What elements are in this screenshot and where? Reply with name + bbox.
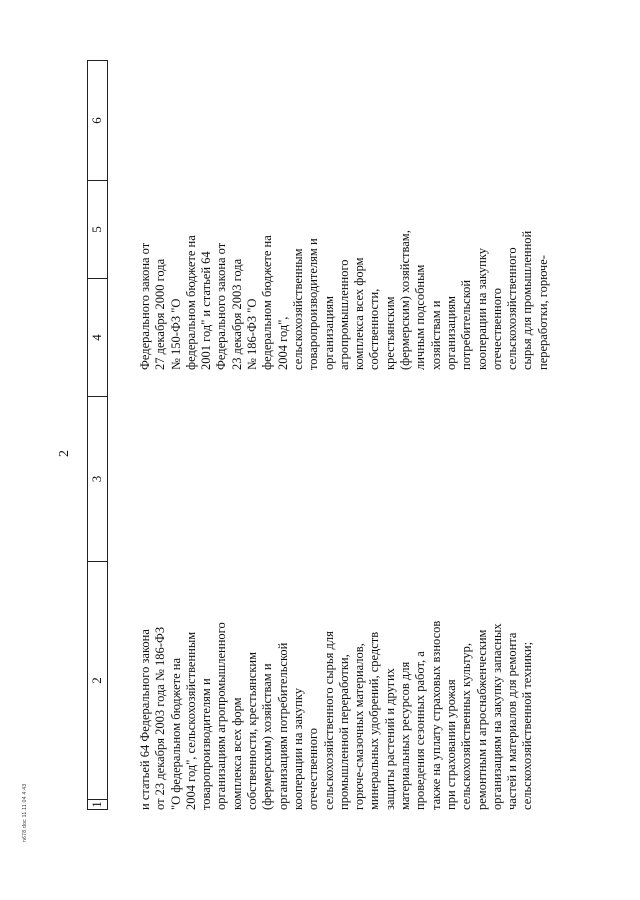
table-header-cell: 1 — [88, 799, 107, 809]
table-header-row — [87, 60, 108, 810]
text-line: № 186-ФЗ "О — [245, 298, 260, 370]
text-line: № 150-ФЗ "О — [168, 298, 183, 370]
text-line: сельскохозяйственных культур, — [459, 642, 474, 810]
text-line: сырья для промышленной — [520, 230, 535, 370]
text-line: минеральных удобрений, средств — [367, 631, 382, 810]
text-line: 2001 год" и статьей 64 — [199, 251, 214, 370]
text-line: товаропроизводителям и — [306, 238, 321, 370]
text-line: хозяйствам и — [428, 300, 443, 370]
text-line: промышленной переработки, — [336, 654, 351, 810]
text-line: горюче-смазочных материалов, — [352, 643, 367, 810]
text-line: сельскохозяйственного сырья для — [321, 631, 336, 810]
text-line: крестьянским — [382, 296, 397, 370]
text-line: комплекса всех форм — [352, 257, 367, 370]
text-line: 27 декабря 2000 года — [153, 258, 168, 370]
text-line: организациям — [443, 295, 458, 370]
text-line: организациям агропромышленного — [214, 622, 229, 810]
text-line: комплекса всех форм — [229, 697, 244, 810]
table-header-cell: 3 — [88, 396, 107, 561]
text-line: 23 декабря 2003 года — [229, 258, 244, 370]
text-line: сельскохозяйственной техники; — [520, 641, 535, 810]
text-line: личным подсобным — [413, 264, 428, 370]
text-line: собственности, — [367, 288, 382, 370]
text-line: "О федеральном бюджете на — [168, 657, 183, 810]
text-line: сельскохозяйственным — [290, 248, 305, 370]
text-line: отечественного — [306, 727, 321, 810]
text-line: Федерального закона от — [214, 242, 229, 370]
text-line: при страховании урожая — [443, 679, 458, 810]
text-line: агропромышленного — [336, 259, 351, 370]
column-2-text — [138, 575, 536, 810]
text-line: также на уплату страховых взносов — [428, 620, 443, 810]
text-line: материальных ресурсов для — [398, 661, 413, 810]
text-line: кооперации на закупку — [290, 688, 305, 810]
table-header-cell: 4 — [88, 278, 107, 396]
text-line: и статьей 64 Федерального закона — [138, 629, 152, 810]
text-line: 2004 год", — [275, 316, 290, 370]
text-line: защиты растений и других — [382, 668, 397, 810]
text-line: сельскохозяйственного — [505, 247, 520, 370]
text-line: товаропроизводителям и — [199, 678, 214, 810]
text-line: кооперации на закупку — [474, 248, 489, 370]
table-header-cell: 5 — [88, 180, 107, 278]
text-line: организациям — [321, 295, 336, 370]
text-line: организациям потребительской — [275, 642, 290, 810]
text-line: (фермерским) хозяйствам и — [260, 663, 275, 810]
text-line: Федерального закона от — [138, 242, 152, 370]
footer-file-code: n678.doc 11.11.04 4:43 — [22, 783, 28, 842]
text-line: 2004 год", сельскохозяйственным — [183, 631, 198, 810]
text-line: проведения сезонных работ, а — [413, 651, 428, 810]
text-line: (фермерским) хозяйствам, — [398, 230, 413, 370]
table-header-cell: 6 — [89, 117, 104, 124]
text-line: собственности, крестьянским — [245, 652, 260, 810]
table-header-cell: 2 — [88, 561, 107, 799]
text-line: частей и материалов для ремонта — [505, 632, 520, 810]
column-5-text — [138, 170, 551, 370]
text-line: федеральном бюджете на — [260, 235, 275, 370]
text-line: ремонтным и агроснабженческим — [474, 629, 489, 810]
text-line: переработки, горюче- — [535, 255, 550, 370]
text-line: федеральном бюджете на — [183, 235, 198, 370]
text-line: от 23 декабря 2003 года № 186-ФЗ — [153, 626, 168, 810]
text-line: отечественного — [489, 287, 504, 370]
text-line: потребительской — [459, 279, 474, 370]
page-number: 2 — [57, 450, 72, 457]
text-line: организациям на закупку запасных — [489, 623, 504, 810]
